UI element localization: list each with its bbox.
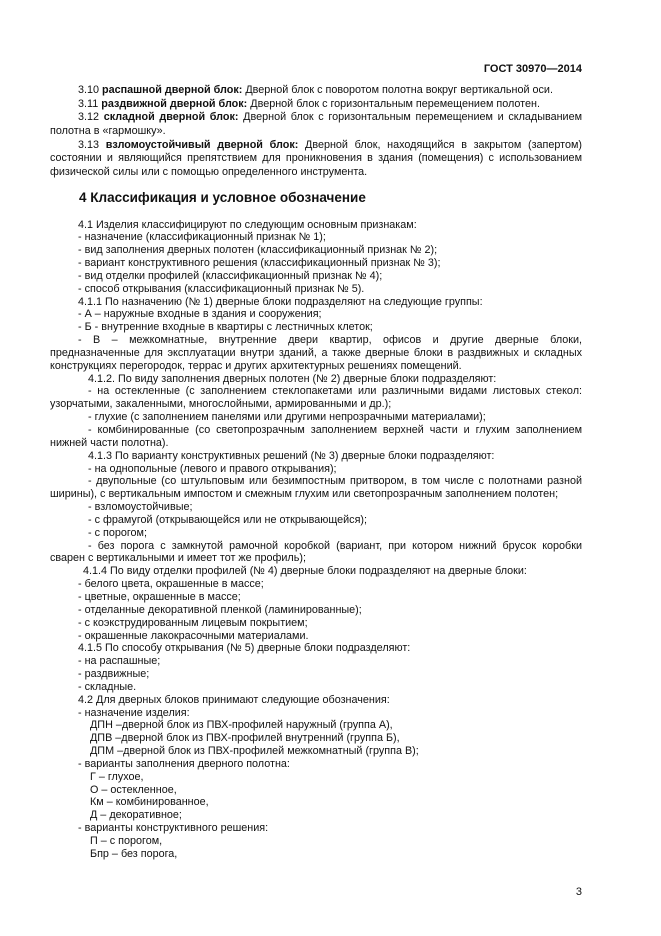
text-line: 4.1.1 По назначению (№ 1) дверные блоки подразделяют на следующие группы: <box>78 295 483 308</box>
term: раздвижной дверной блок: <box>101 97 248 110</box>
text-line: П – с порогом, <box>90 835 163 847</box>
text-line: - с коэкструдированным лицевым покрытием; <box>78 616 308 629</box>
text-line: - назначение (классификационный признак № 1); <box>78 231 326 244</box>
section-3-definitions <box>50 84 582 180</box>
term: взломоустойчивый дверной блок: <box>105 138 299 151</box>
text-line: - складные. <box>78 680 137 693</box>
definition-3-10 <box>50 84 582 98</box>
text-line: - Б - внутренние входные в квартиры с лестничных клеток; <box>78 321 373 334</box>
definition-text: Дверной блок с горизонтальным перемещением полотен. <box>250 97 540 110</box>
clause-number: 3.11 <box>78 97 99 110</box>
text-line: - глухие (с заполнением панелями или другими непрозрачными материалами); <box>88 411 486 424</box>
text-line: - окрашенные лакокрасочными материалами. <box>78 629 309 642</box>
text-line: ДПН –дверной блок из ПВХ-профилей наружный (группа А), <box>90 719 393 732</box>
text-line: - цветные, окрашенные в массе; <box>78 590 241 603</box>
page-number: 3 <box>575 886 582 898</box>
definition-text: Дверной блок с поворотом полотна вокруг вертикальной оси. <box>245 84 553 96</box>
definition-continuation: физической силы или с помощью определенного инструмента. <box>50 166 368 179</box>
text-line: - варианты конструктивного решения: <box>78 822 269 835</box>
text-line: 4.1.5 По способу открывания (№ 5) дверные блоки подразделяют: <box>78 642 411 655</box>
text-line: конструкциях перегородок, террас и других архитектурных решениях помещений. <box>50 359 462 372</box>
definition-3-11 <box>50 98 582 112</box>
text-line: 4.1 Изделия классифицируют по следующим основным признакам: <box>78 218 417 231</box>
text-line: - без порога с замкнутой рамочной коробкой (вариант, при котором нижний брусок коробки <box>88 539 582 552</box>
text-line: - с фрамугой (открывающейся или не открывающейся); <box>88 513 368 526</box>
text-line: - на распашные; <box>78 655 161 668</box>
document-code: ГОСТ 30970—2014 <box>483 63 582 75</box>
text-line: - взломоустойчивые; <box>88 501 193 514</box>
text-line: Г – глухое, <box>90 770 144 783</box>
definition-continuation: состоянии и являющийся препятствием для проникновения в здания (помещения) с использованием <box>50 152 582 165</box>
text-line: 4.1.2. По виду заполнения дверных полотен (№ 2) дверные блоки подразделяют: <box>88 372 497 385</box>
text-line: ширины), с вертикальным импостом и смежным глухим или светопрозрачным заполнением полотен; <box>50 488 559 501</box>
definition-continuation: полотна в «гармошку». <box>50 125 166 138</box>
text-line: - на однопольные (левого и правого открывания); <box>88 462 337 475</box>
text-line: - двупольные (со штульповым или безимпостным притвором, в том числе с полотнами разной <box>88 475 582 488</box>
text-line: О – остекленное, <box>90 783 177 796</box>
text-line: 4.2 Для дверных блоков принимают следующие обозначения: <box>78 693 390 706</box>
text-line: - белого цвета, окрашенные в массе; <box>78 578 264 591</box>
text-line: - варианты заполнения дверного полотна: <box>78 757 290 770</box>
definition-3-12 <box>50 111 582 125</box>
definition-text: Дверной блок, находящийся в закрытом (запертом) <box>305 138 582 151</box>
text-line: ДПВ –дверной блок из ПВХ-профилей внутренний (группа Б), <box>90 732 400 745</box>
text-line: - вид отделки профилей (классификационный признак № 4); <box>78 269 383 282</box>
text-line: нижней части полотна). <box>50 436 169 449</box>
text-line: предназначенные для эксплуатации внутри зданий, а также дверные блоки в раздвижных и складных <box>50 346 582 359</box>
text-line: 4.1.3 По варианту конструктивных решений (№ 3) дверные блоки подразделяют: <box>88 449 495 462</box>
section-4-body <box>50 219 582 861</box>
text-line: - на остекленные (с заполнением стеклопакетами или различными видами листовых стекол: <box>88 385 582 398</box>
term: распашной дверной блок: <box>102 84 243 96</box>
text-line: - раздвижные; <box>78 668 150 681</box>
definition-text: Дверной блок с горизонтальным перемещением и складыванием <box>243 111 582 124</box>
text-line: - вариант конструктивного решения (классификационный признак № 3); <box>78 257 441 270</box>
text-line: узорчатыми, закаленными, многослойными, армированными и др.); <box>50 398 392 411</box>
definition-3-13 <box>50 139 582 153</box>
text-line: - отделанные декоративной пленкой (ламинированные); <box>78 603 362 616</box>
text-line: 4.1.4 По виду отделки профилей (№ 4) дверные блоки подразделяют на дверные блоки: <box>83 565 527 578</box>
term: складной дверной блок: <box>103 111 239 124</box>
text-line: - вид заполнения дверных полотен (классификационный признак № 2); <box>78 244 438 257</box>
text-line: ДПМ –дверной блок из ПВХ-профилей межкомнатный (группа В); <box>90 745 419 758</box>
clause-number: 3.10 <box>78 84 100 96</box>
text-line: Км – комбинированное, <box>90 796 209 809</box>
text-line: Бпр – без порога, <box>90 847 178 860</box>
clause-number: 3.12 <box>78 111 100 124</box>
text-line: - А – наружные входные в здания и сооружения; <box>78 308 322 321</box>
text-line: - комбинированные (со светопрозрачным заполнением верхней части и глухим заполнением <box>88 424 582 436</box>
text-line: - назначение изделия: <box>78 706 190 719</box>
text-line: - способ открывания (классификационный признак № 5). <box>78 282 365 295</box>
text-line: - с порогом; <box>88 526 147 539</box>
section-heading: 4 Классификация и условное обозначение <box>79 190 366 205</box>
text-line: Д – декоративное; <box>90 809 182 822</box>
text-line: - В – межкомнатные, внутренние двери квартир, офисов и другие дверные блоки, <box>78 334 582 347</box>
text-line: сварен с вертикальными и имеет тот же профиль); <box>50 552 306 565</box>
clause-number: 3.13 <box>78 138 100 151</box>
